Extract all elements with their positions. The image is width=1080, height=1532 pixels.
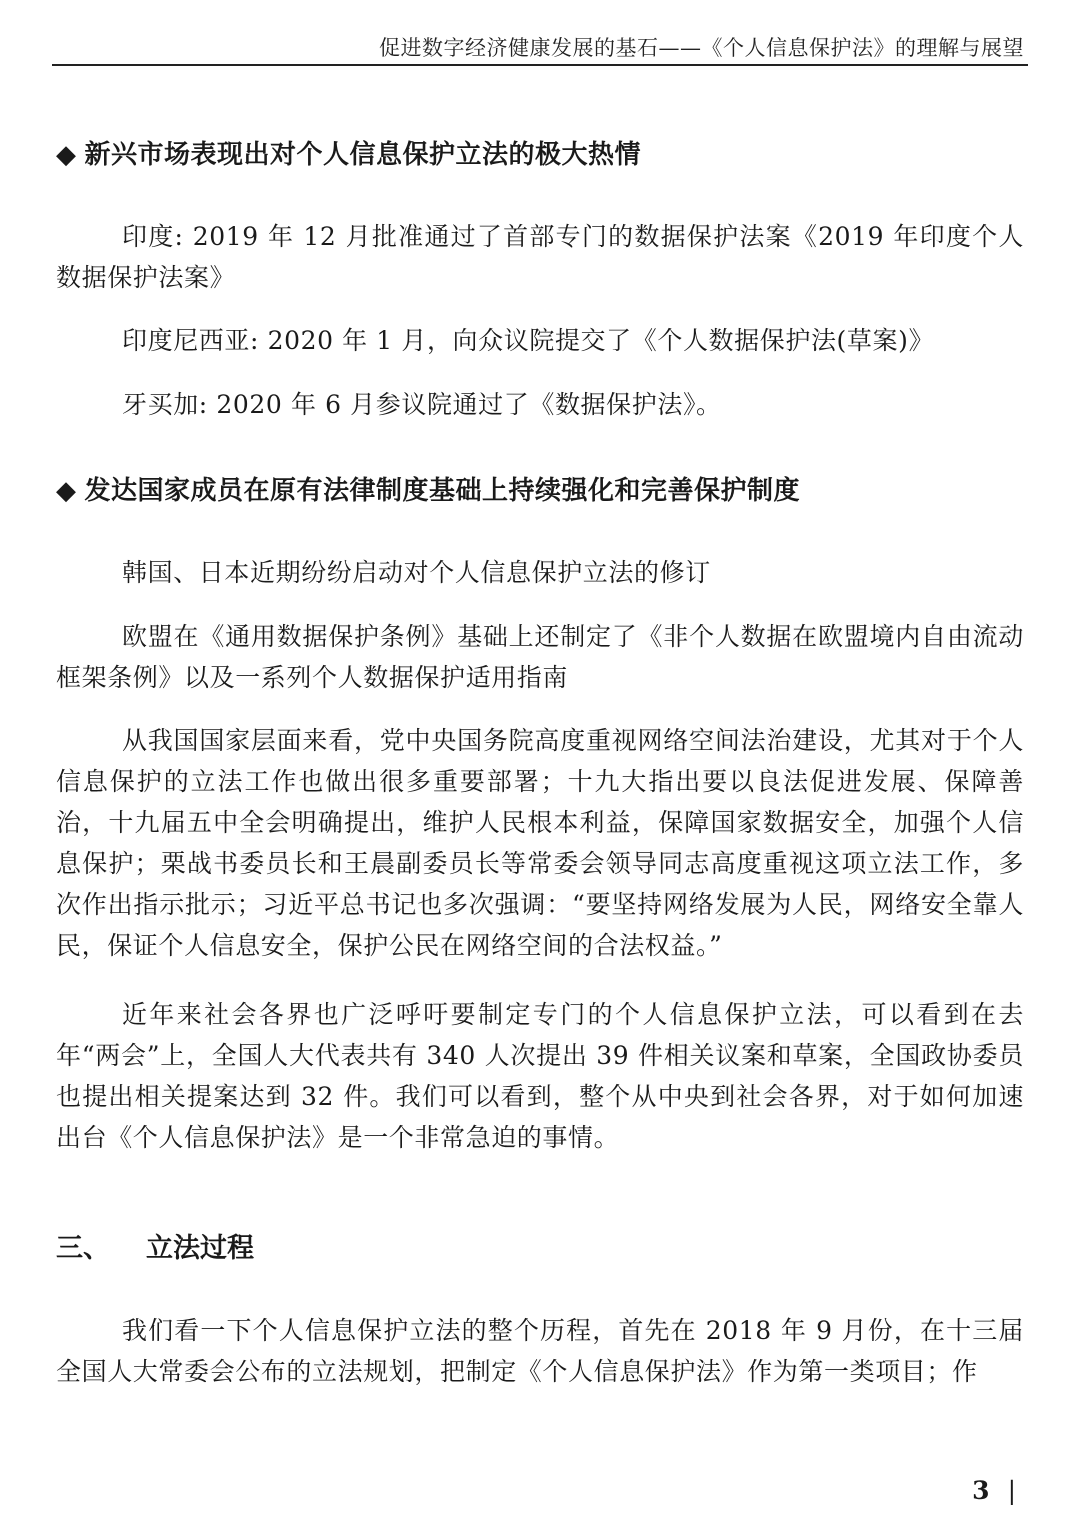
paragraph-legislative-history: 我们看一下个人信息保护立法的整个历程，首先在 2018 年 9 月份，在十三届全国人大常委会公布的立法规划，把制定《个人信息保护法》作为第一类项目；作: [56, 1316, 1024, 1386]
section-title-text: 立法过程: [146, 1233, 254, 1264]
section-heading-developed-countries: [56, 470, 800, 507]
page-number: [972, 1476, 1016, 1505]
paragraph-korea-japan: 韩国、日本近期纷纷启动对个人信息保护立法的修订: [122, 558, 711, 587]
paragraph-eu: 欧盟在《通用数据保护条例》基础上还制定了《非个人数据在欧盟境内自由流动框架条例》以及一系列个人数据保护适用指南: [56, 622, 1024, 692]
heading-text: 发达国家成员在原有法律制度基础上持续强化和完善保护制度: [84, 476, 801, 506]
paragraph-india: 印度: 2019 年 12 月批准通过了首部专门的数据保护法案《2019 年印度个人数据保护法案》: [56, 222, 1024, 292]
page-number-separator: |: [1007, 1476, 1016, 1505]
paragraph-national-level: 从我国国家层面来看，党中央国务院高度重视网络空间法治建设，尤其对于个人信息保护的立法工作也做出很多重要部署；十九大指出要以良法促进发展、保障善治，十九届五中全会明确提出，维护人民根本利益，保障国家数据安全，加强个人信息保护；栗战书委员长和王晨副委员长等常委会领导同志高度重视这项立法工作，多次作出指示批示；习近平总书记也多次强调：“要坚持网络发展为人民，网络安全靠人民，保证个人信息安全，保护公民在网络空间的合法权益。”: [56, 726, 1024, 960]
section-heading-emerging-markets: [56, 134, 641, 171]
diamond-bullet-icon: ◆: [56, 140, 77, 170]
heading-text: 新兴市场表现出对个人信息保护立法的极大热情: [84, 140, 642, 170]
header-rule: [52, 64, 1028, 66]
paragraph-jamaica: 牙买加: 2020 年 6 月参议院通过了《数据保护法》。: [122, 390, 722, 419]
section-number: 三、: [56, 1233, 110, 1264]
paragraph-indonesia: 印度尼西亚: 2020 年 1 月，向众议院提交了《个人数据保护法(草案)》: [122, 326, 935, 355]
running-header: 促进数字经济健康发展的基石——《个人信息保护法》的理解与展望: [379, 36, 1024, 60]
diamond-bullet-icon: ◆: [56, 476, 77, 506]
section-title-legislative-process: [56, 1226, 254, 1265]
page-number-value: 3: [972, 1476, 990, 1505]
paragraph-society-calls: 近年来社会各界也广泛呼吁要制定专门的个人信息保护立法，可以看到在去年“两会”上，全国人大代表共有 340 人次提出 39 件相关议案和草案，全国政协委员也提出相关提案达到 32 件。我们可以看到，整个从中央到社会各界，对于如何加速出台《个人信息保护法》是一个非常急迫的事情。: [56, 1000, 1024, 1152]
